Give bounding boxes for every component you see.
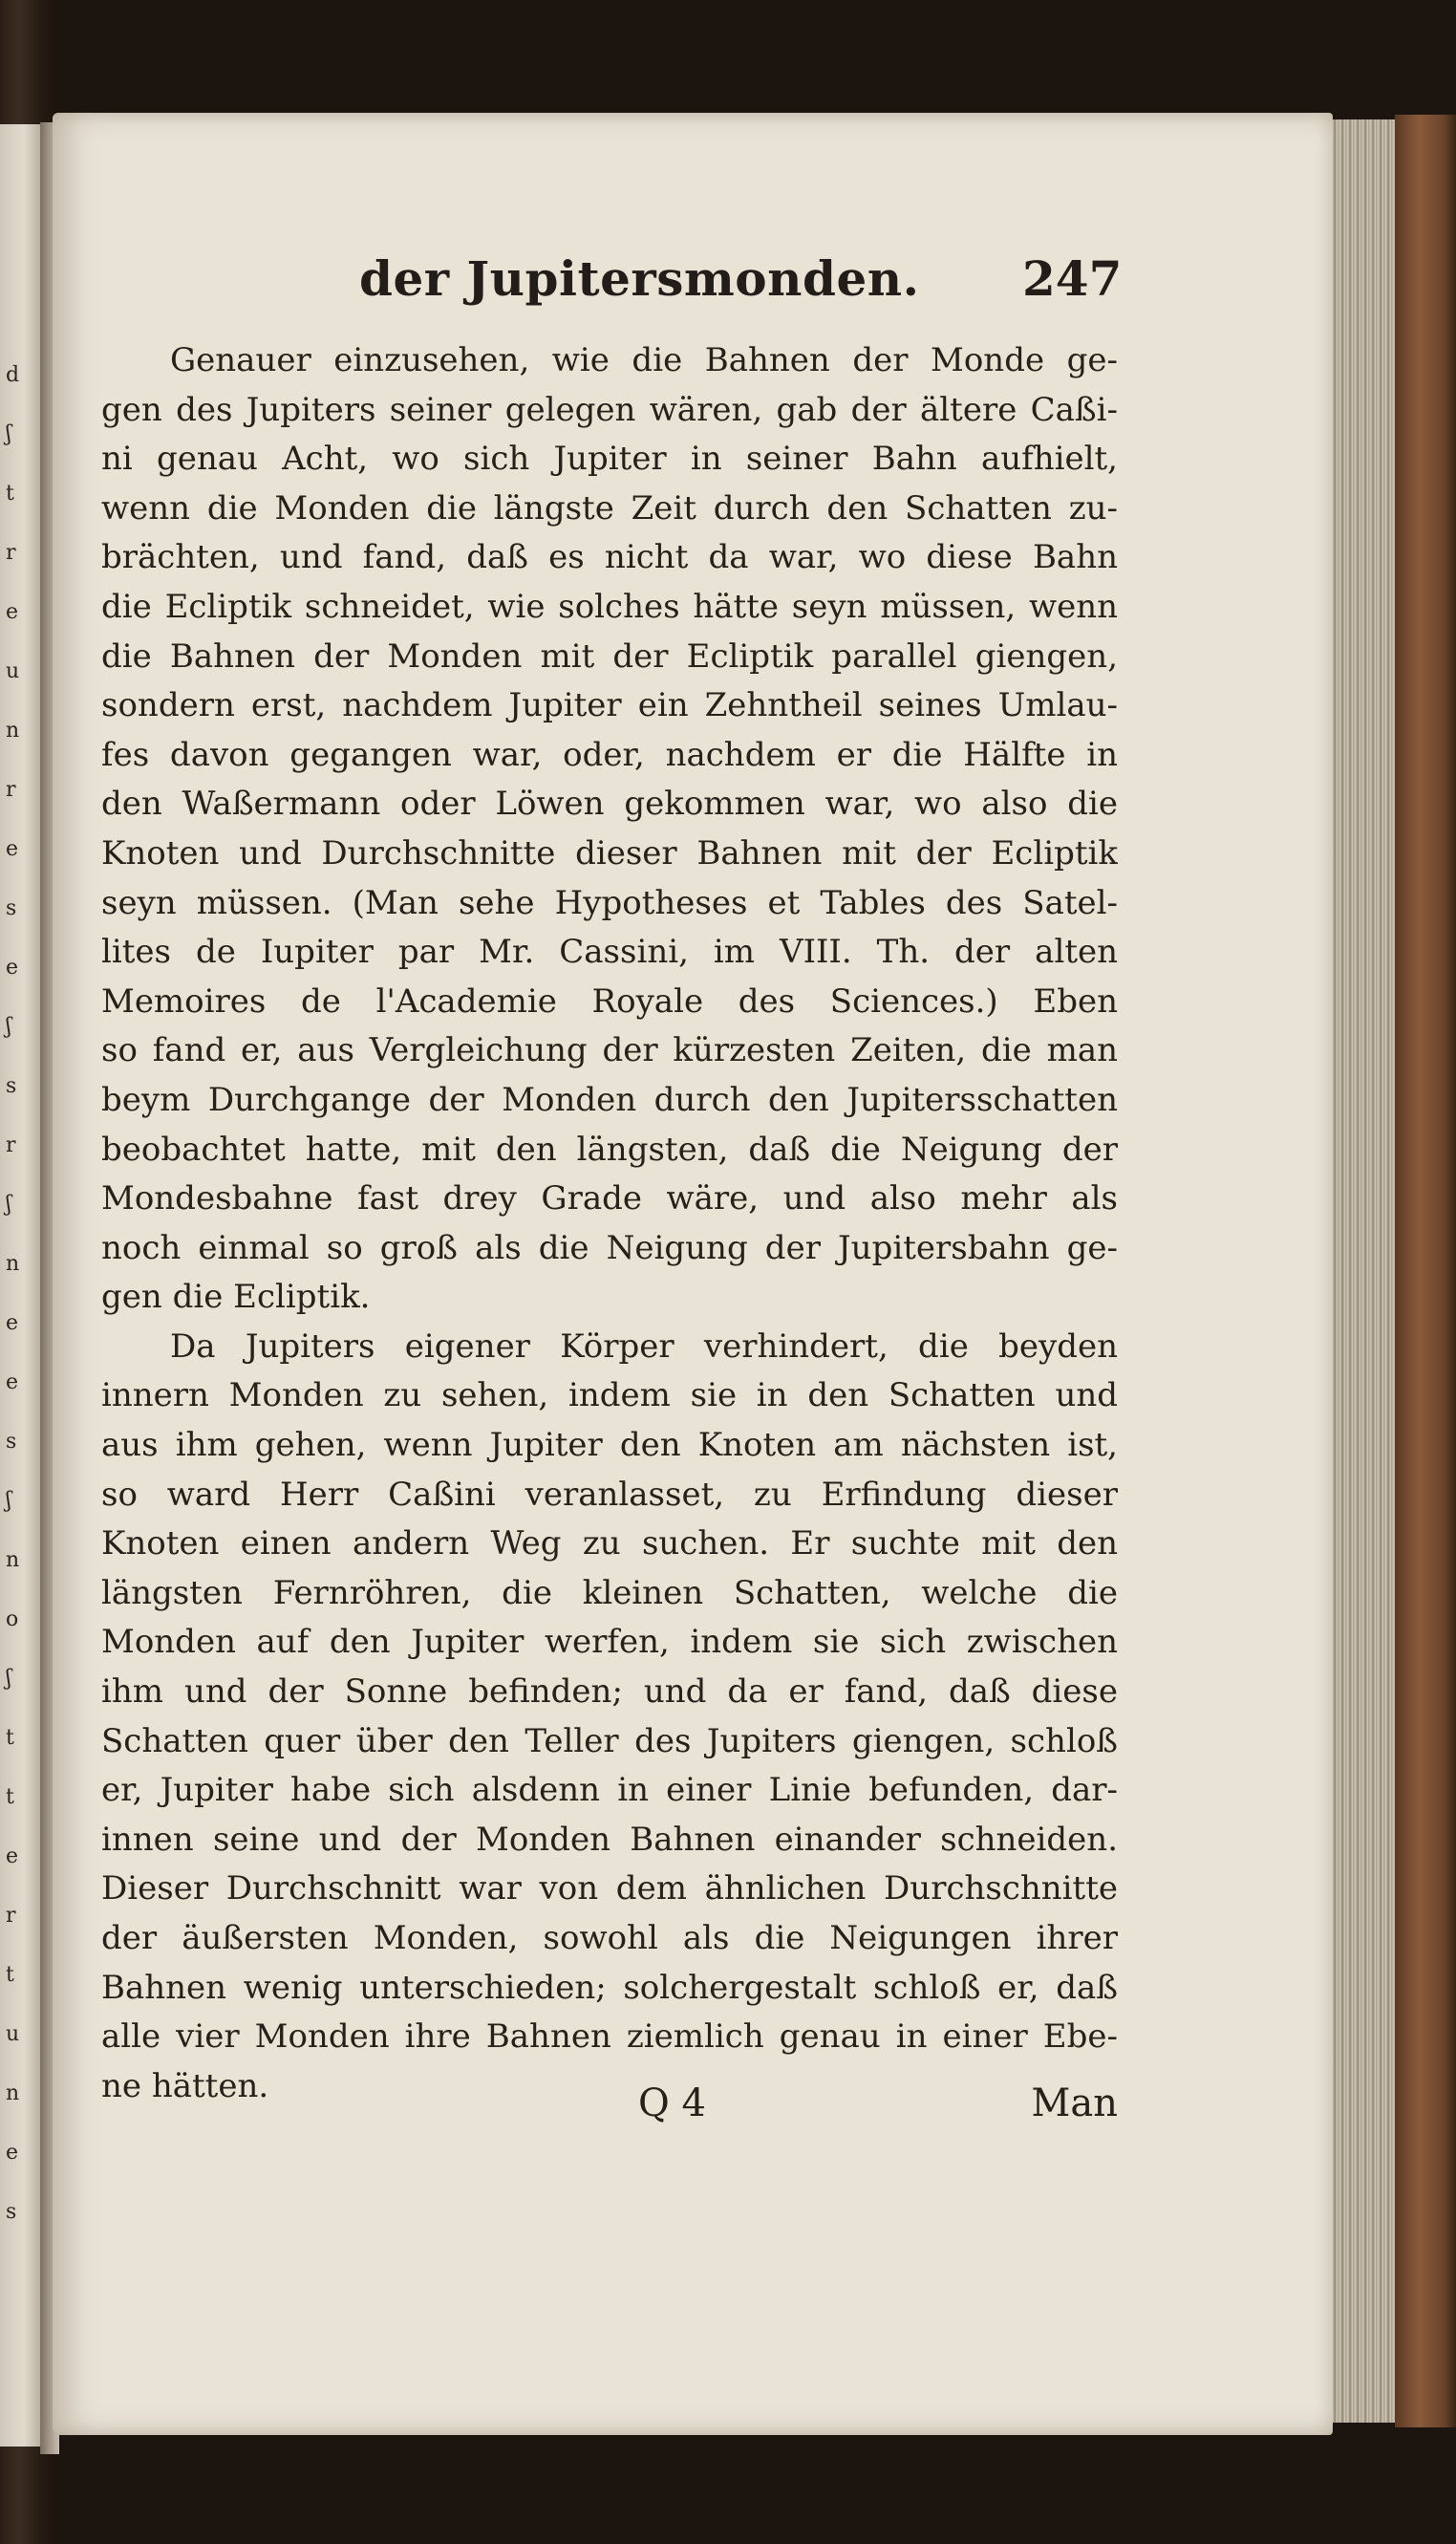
margin-fragment: n: [6, 2081, 20, 2105]
text-line: beobachtet hatte, mit den längsten, daß die Neigung der: [101, 1130, 1118, 1169]
margin-fragment: s: [6, 2200, 17, 2224]
text-line: Mondesbahne fast drey Grade wäre, und also mehr als: [101, 1179, 1118, 1218]
margin-fragment: s: [6, 1074, 17, 1098]
text-line: längsten Fernröhren, die kleinen Schatten, welche die: [101, 1573, 1118, 1612]
text-line: innern Monden zu sehen, indem sie in den Schatten und: [101, 1376, 1118, 1415]
text-line: Bahnen wenig unterschieden; solchergestalt schloß er, daß: [101, 1968, 1118, 2007]
text-line: seyn müssen. (Man sehe Hypotheses et Tables des Satel-: [101, 883, 1118, 922]
margin-fragment: o: [6, 1607, 19, 1631]
margin-fragment: ʃ: [6, 1667, 11, 1691]
text-line: aus ihm gehen, wenn Jupiter den Knoten am nächsten ist,: [101, 1426, 1118, 1465]
margin-fragment: t: [6, 482, 14, 506]
catchword: Man: [1031, 2081, 1118, 2125]
margin-fragment: n: [6, 1548, 20, 1572]
margin-fragment: ʃ: [6, 1193, 11, 1217]
text-line: wenn die Monden die längste Zeit durch den Schatten zu-: [101, 488, 1118, 528]
margin-fragment: s: [6, 1430, 17, 1454]
text-line: ne hätten.: [101, 2066, 269, 2105]
margin-fragment: ʃ: [6, 422, 11, 446]
text-line: fes davon gegangen war, oder, nachdem er die Hälfte in: [101, 735, 1118, 774]
margin-fragment: e: [6, 1370, 19, 1394]
margin-fragment: d: [6, 363, 20, 387]
body-text: [101, 336, 1118, 2111]
text-line: so fand er, aus Vergleichung der kürzesten Zeiten, die man: [101, 1031, 1118, 1070]
margin-fragment: n: [6, 719, 20, 743]
text-line: der äußersten Monden, sowohl als die Neigungen ihrer: [101, 1919, 1118, 1957]
text-line: so ward Herr Caßini veranlasset, zu Erfindung dieser: [101, 1475, 1118, 1514]
previous-page-edge: [0, 124, 40, 2447]
margin-fragment: e: [6, 956, 19, 980]
book-cover-edge: [1395, 115, 1456, 2427]
text-line: Knoten einen andern Weg zu suchen. Er suchte mit den: [101, 1524, 1118, 1563]
margin-fragment: r: [6, 1904, 16, 1928]
page-edges: [1330, 119, 1397, 2423]
margin-fragment: n: [6, 1252, 20, 1276]
margin-fragment: e: [6, 1844, 19, 1868]
page-number: 247: [1022, 250, 1123, 307]
margin-fragment: e: [6, 2141, 19, 2165]
text-line: Memoires de l'Academie Royale des Sciences.) Eben: [101, 981, 1118, 1021]
text-line: er, Jupiter habe sich alsdenn in einer Linie befunden, dar-: [101, 1771, 1118, 1810]
text-line: noch einmal so groß als die Neigung der Jupitersbahn ge-: [101, 1228, 1118, 1267]
text-line: die Bahnen der Monden mit der Ecliptik parallel giengen,: [101, 636, 1118, 676]
text-line: Genauer einzusehen, wie die Bahnen der Monde ge-: [170, 341, 1118, 379]
margin-fragment: e: [6, 600, 19, 624]
running-head: der Jupitersmonden.: [359, 250, 920, 307]
text-line: Knoten und Durchschnitte dieser Bahnen mit der Ecliptik: [101, 833, 1118, 873]
margin-fragment: t: [6, 1963, 14, 1987]
text-line: gen die Ecliptik.: [101, 1278, 371, 1317]
margin-fragment: s: [6, 896, 17, 920]
text-line: ni genau Acht, wo sich Jupiter in seiner Bahn aufhielt,: [101, 440, 1118, 479]
margin-fragment: e: [6, 837, 19, 861]
text-line: Schatten quer über den Teller des Jupiters giengen, schloß: [101, 1721, 1118, 1760]
text-line: brächten, und fand, daß es nicht da war, wo diese Bahn: [101, 538, 1118, 577]
margin-fragment: u: [6, 2022, 20, 2046]
margin-fragment: t: [6, 1785, 14, 1809]
text-line: den Waßermann oder Löwen gekommen war, wo also die: [101, 785, 1118, 824]
margin-fragment: t: [6, 1726, 14, 1750]
margin-fragment: r: [6, 778, 16, 802]
text-line: gen des Jupiters seiner gelegen wären, gab der ältere Caßi-: [101, 390, 1118, 429]
margin-fragment: r: [6, 1133, 16, 1157]
margin-fragment: ʃ: [6, 1015, 11, 1039]
signature-mark: Q 4: [638, 2081, 706, 2125]
text-line: beym Durchgange der Monden durch den Jupitersschatten: [101, 1080, 1118, 1119]
text-line: Monden auf den Jupiter werfen, indem sie sich zwischen: [101, 1623, 1118, 1662]
text-line: alle vier Monden ihre Bahnen ziemlich genau in einer Ebe-: [101, 2017, 1118, 2057]
text-line: lites de Iupiter par Mr. Cassini, im VIII. Th. der alten: [101, 933, 1118, 972]
text-line: innen seine und der Monden Bahnen einander schneiden.: [101, 1820, 1118, 1859]
margin-fragment: ʃ: [6, 1489, 11, 1513]
margin-fragment: e: [6, 1311, 19, 1335]
text-line: sondern erst, nachdem Jupiter ein Zehntheil seines Umlau-: [101, 686, 1118, 725]
text-line: Dieser Durchschnitt war von dem ähnlichen Durchschnitte: [101, 1869, 1118, 1908]
margin-fragment: u: [6, 659, 20, 683]
text-line: ihm und der Sonne befinden; und da er fand, daß diese: [101, 1672, 1118, 1712]
text-line: Da Jupiters eigener Körper verhindert, die beyden: [170, 1326, 1118, 1366]
text-line: die Ecliptik schneidet, wie solches hätte seyn müssen, wenn: [101, 587, 1118, 626]
margin-fragment: r: [6, 541, 16, 565]
